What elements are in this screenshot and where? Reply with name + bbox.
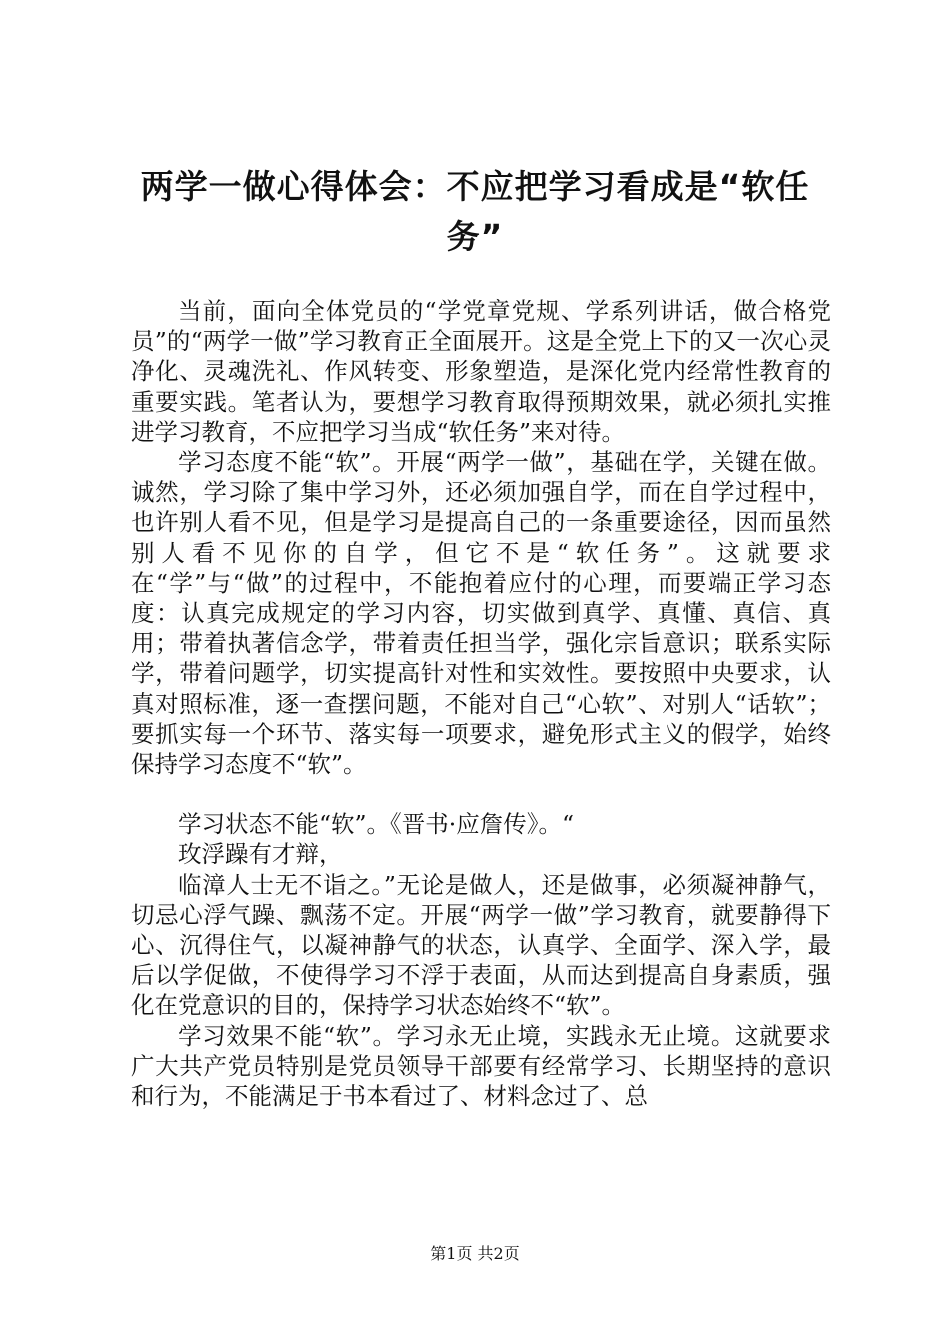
paragraph-state-heading: 学习状态不能“软”。《晋书·应詹传》。“ bbox=[178, 810, 575, 839]
paragraph-state-body: 临漳人士无不诣之。”无论是做人，还是做事，必须凝神静气，切忌心浮气躁、飘荡不定。开展“两学一做”学习教育，就要静得下心、沉得住气，以凝神静气的状态，认真学、全面学、深入学，最后以学促做，不使得学习不浮于表面，从而达到提高自身素质，强化在党意识的目的，保持学习状态始终不“软”。 bbox=[131, 870, 831, 1020]
paragraph-effect: 学习效果不能“软”。学习永无止境，实践永无止境。这就要求广大共产党员特别是党员领导干部要有经常学习、长期坚持的意识和行为，不能满足于书本看过了、材料念过了、总 bbox=[131, 1021, 831, 1111]
document-body bbox=[131, 296, 831, 1111]
paragraph-attitude: 学习态度不能“软”。开展“两学一做”，基础在学，关键在做。诚然，学习除了集中学习外，还必须加强自学，而在自学过程中，也许别人看不见，但是学习是提高自己的一条重要途径，因而虽然别人看不见你的自学，但它不是“软任务”。这就要求在“学”与“做”的过程中，不能抱着应付的心理，而要端正学习态度：认真完成规定的学习内容，切实做到真学、真懂、真信、真用；带着执著信念学，带着责任担当学，强化宗旨意识；联系实际学，带着问题学，切实提高针对性和实效性。要按照中央要求，认真对照标准，逐一查摆问题，不能对自己“心软”、对别人“话软”；要抓实每一个环节、落实每一项要求，避免形式主义的假学，始终保持学习态度不“软”。 bbox=[131, 448, 831, 779]
page-number-footer: 第1页 共2页 bbox=[430, 1244, 520, 1263]
paragraph-intro: 当前，面向全体党员的“学党章党规、学系列讲话，做合格党员”的“两学一做”学习教育正全面展开。这是全党上下的又一次心灵净化、灵魂洗礼、作风转变、形象塑造，是深化党内经常性教育的重要实践。笔者认为，要想学习教育取得预期效果，就必须扎实推进学习教育，不应把学习当成“软任务”来对待。 bbox=[131, 297, 831, 446]
document-title: 两学一做心得体会：不应把学习看成是“软任务” bbox=[140, 167, 810, 256]
paragraph-state-quote-line: 玫浮躁有才辩， bbox=[178, 840, 343, 869]
